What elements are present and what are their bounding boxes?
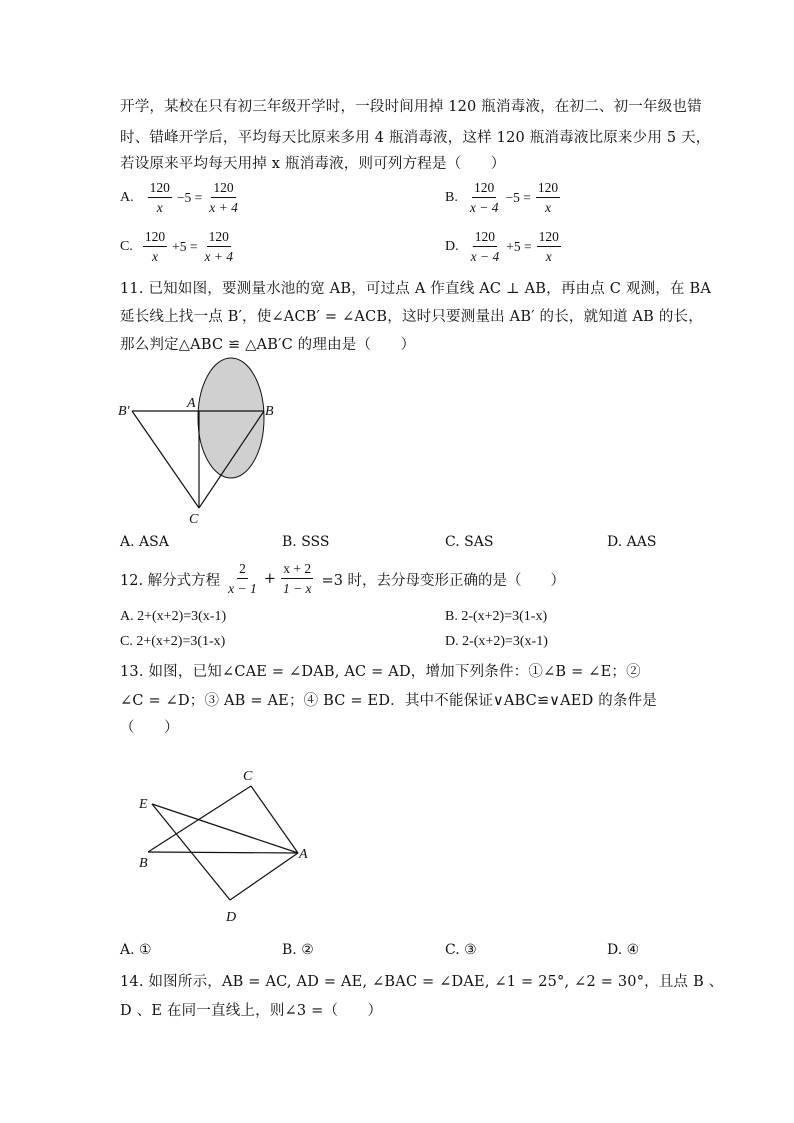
segment-e-a (152, 804, 298, 853)
q13-text-line3: （ ） (120, 720, 179, 736)
q11-option-b[interactable]: B. SSS (282, 534, 330, 550)
q11-text-line3: 那么判定△ABC ≌ △AB′C 的理由是（ ） (120, 337, 416, 353)
fraction: 120 x (144, 229, 166, 264)
fraction: $\frac{120}{x + 4}$ (209, 180, 238, 215)
q10-text-line3: 若设原来平均每天用掉 x 瓶消毒液，则可列方程是（ ） (120, 156, 506, 172)
q10-option-c[interactable] (120, 229, 237, 265)
q11-text-line1: 11. 已知如图，要测量水池的宽 AB，可过点 A 作直线 AC ⊥ AB，再由点 C 观测，在 BA (120, 281, 711, 297)
option-label: B. (445, 190, 458, 205)
point-label-d: D (226, 910, 237, 925)
operator: + (263, 571, 276, 587)
point-label-a: A (299, 847, 308, 862)
q14-text-line1: 14. 如图所示，AB = AC, AD = AE, ∠BAC = ∠DAE, ∠1 = 25°, ∠2 = 30°，且点 B 、 (120, 974, 724, 990)
operator: −5 = (176, 190, 203, 205)
q14-text-line2: D 、E 在同一直线上，则∠3 =（ ） (120, 1003, 383, 1019)
point-label-c: C (243, 769, 253, 784)
q12-option-a[interactable]: A. 2+(x+2)=3(x-1) (120, 609, 227, 624)
segment-bprime-c (132, 411, 199, 508)
q10-option-a[interactable] (120, 180, 242, 216)
q12-suffix: =3 时，去分母变形正确的是（ ） (321, 572, 566, 589)
q11-text-line2: 延长线上找一点 B′，使∠ACB′ = ∠ACB，这时只要测量出 AB′ 的长，就知道 AB 的长， (120, 309, 703, 325)
option-label: A. (120, 190, 134, 205)
operator: +5 = (172, 239, 198, 254)
q13-option-b[interactable]: B. ② (282, 942, 314, 958)
q10-option-d[interactable] (445, 229, 563, 265)
point-label-a: A (187, 396, 196, 411)
fraction: 120 x − 4 (470, 229, 500, 264)
fraction: 120 x − 4 (469, 180, 499, 215)
q12-option-d[interactable]: D. 2-(x+2)=3(x-1) (445, 634, 548, 649)
q12-prefix: 12. 解分式方程 (120, 572, 221, 589)
fraction: $\frac{x + 2}{1 - x}$ (282, 561, 312, 596)
q13-text-line2: ∠C = ∠D；③ AB = AE；④ BC = ED．其中不能保证∨ABC≌∨AED 的条件是 (120, 693, 658, 709)
q10-text-line2: 时、错峰开学后，平均每天比原来多用 4 瓶消毒液，这样 120 瓶消毒液比原来少用 5 天， (120, 130, 711, 146)
fraction: $\frac{120}{x}$ (537, 180, 559, 215)
segment-c-a (251, 786, 298, 853)
q12-option-b[interactable]: B. 2-(x+2)=3(1-x) (445, 609, 548, 624)
fraction: $\frac{120}{x + 4}$ (204, 229, 234, 264)
q11-pond-figure (110, 355, 300, 530)
segment-d-a (230, 853, 298, 900)
fraction: $\frac{120}{x}$ (538, 229, 559, 264)
point-label-e: E (139, 797, 148, 812)
point-label-b-prime: B′ (118, 404, 130, 419)
option-label: C. (120, 239, 133, 254)
q12-option-c[interactable]: C. 2+(x+2)=3(1-x) (120, 634, 226, 649)
point-label-c: C (189, 512, 199, 527)
option-label: D. (445, 239, 459, 254)
q13-text-line1: 13. 如图，已知∠CAE = ∠DAB, AC = AD，增加下列条件：①∠B = ∠E；② (120, 664, 641, 680)
q13-option-c[interactable]: C. ③ (445, 942, 477, 958)
q12-stem (120, 561, 565, 597)
point-label-b: B (265, 404, 274, 419)
operator: −5 = (505, 190, 531, 205)
segment-b-a (148, 852, 298, 853)
q11-option-d[interactable]: D. AAS (607, 534, 657, 550)
q13-triangle-figure (130, 760, 320, 930)
q13-option-a[interactable]: A. ① (120, 942, 152, 958)
fraction: 2 x − 1 (228, 561, 257, 596)
q10-text-line1: 开学，某校在只有初三年级开学时，一段时间用掉 120 瓶消毒液，在初二、初一年级也错 (120, 99, 702, 115)
fraction: 120 x (149, 180, 170, 215)
point-label-b: B (139, 856, 148, 871)
q13-option-d[interactable]: D. ④ (607, 942, 640, 958)
q10-option-b[interactable] (445, 180, 562, 216)
q11-option-c[interactable]: C. SAS (445, 534, 494, 550)
operator: +5 = (506, 239, 532, 254)
q11-option-a[interactable]: A. ASA (120, 534, 169, 550)
